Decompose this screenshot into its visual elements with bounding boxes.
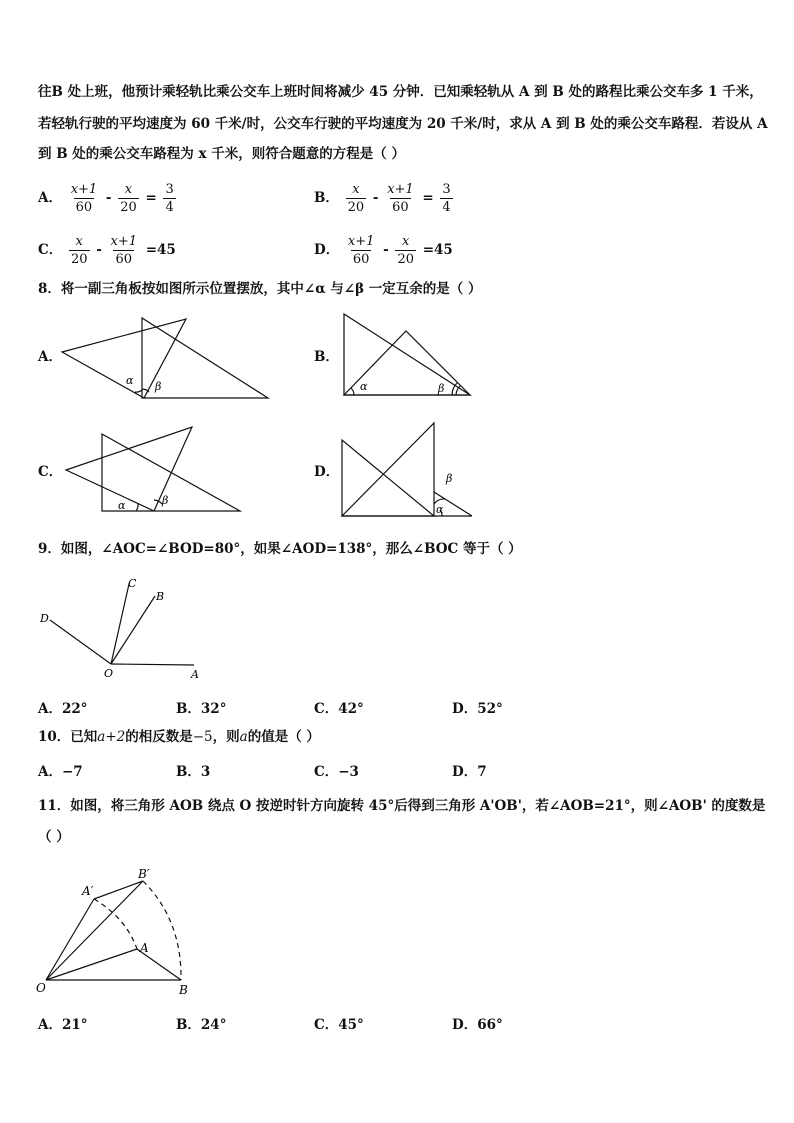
q8-figure-d (338, 420, 478, 520)
point-b: B (179, 983, 188, 997)
point-b: B (156, 590, 165, 603)
value: −5 (192, 729, 213, 745)
fraction: $\frac{x+1}{60}$ (347, 234, 375, 267)
beta-label: β (162, 494, 169, 507)
q9-figure (36, 574, 206, 684)
q7-line-1: 往B 处上班，他预计乘轻轨比乘公交车上班时间将减少 45 分钟．已知乘轻轨从 A 到 B 处的路程比乘公交车多 1 千米， (38, 84, 763, 100)
q11-option-c[interactable]: C．45° (314, 1017, 364, 1033)
q11-option-a[interactable]: A．21° (38, 1017, 88, 1033)
point-a: A (140, 941, 149, 955)
fraction: $\frac{x}{20}$ (397, 234, 414, 267)
q9-option-a[interactable]: A．22° (38, 701, 88, 717)
q8-option-b-label[interactable]: B． (314, 349, 339, 365)
q8-option-d-label[interactable]: D． (314, 464, 340, 480)
q8-stem: 8．将一副三角板按如图所示位置摆放，其中∠α 与∠β 一定互余的是（ ） (38, 281, 482, 297)
fraction: $\frac{x+1}{60}$ (70, 182, 98, 215)
point-c: C (128, 577, 137, 590)
q8-option-c-label[interactable]: C． (38, 464, 63, 480)
q7-option-b[interactable]: B． $\frac{x}{20}$ - $\frac{x+1}{60}$ = $\frac{3}{4}$ (314, 182, 451, 215)
fraction: $\frac{x}{20}$ (347, 182, 365, 215)
point-o: O (36, 981, 46, 995)
q11-line-2: （ ） (38, 829, 70, 845)
q10-option-d[interactable]: D．7 (452, 764, 487, 780)
variable: a (239, 729, 248, 745)
q8-figure-c (62, 424, 252, 514)
alpha-label: α (118, 499, 126, 512)
point-o: O (104, 667, 114, 680)
q8-option-a-label[interactable]: A． (38, 349, 62, 365)
q9-option-d[interactable]: D．52° (452, 701, 503, 717)
q8-figure-a (58, 312, 278, 407)
q9-option-c[interactable]: C．42° (314, 701, 364, 717)
q9-option-b[interactable]: B．32° (176, 701, 227, 717)
q7-line-3: 到 B 处的乘公交车路程为 x 千米，则符合题意的方程是（ ） (38, 146, 405, 162)
point-d: D (40, 612, 49, 625)
q8-figure-b (340, 310, 480, 400)
q11-figure (34, 862, 204, 1002)
expression: a+2 (97, 729, 126, 745)
q10-option-c[interactable]: C．−3 (314, 764, 359, 780)
q10-stem: 10．已知a+2的相反数是−5，则a的值是（ ） (38, 729, 320, 745)
q7-option-a[interactable]: A． $\frac{x+1}{60}$ - $\frac{x}{20}$ = $\frac{3}{4}$ (38, 182, 174, 215)
point-b-prime: B′ (138, 867, 150, 881)
q7-option-d[interactable]: D． $\frac{x+1}{60}$ - $\frac{x}{20}$ =45 (314, 234, 453, 267)
q11-option-d[interactable]: D．66° (452, 1017, 503, 1033)
fraction: $\frac{3}{4}$ (442, 182, 451, 215)
q7-option-c[interactable]: C． $\frac{x}{20}$ - $\frac{x+1}{60}$ =45 (38, 234, 176, 267)
q11-option-b[interactable]: B．24° (176, 1017, 227, 1033)
beta-label: β (438, 382, 445, 395)
point-a: A (191, 668, 199, 681)
q9-stem: 9．如图，∠AOC=∠BOD=80°，如果∠AOD=138°，那么∠BOC 等于（ ） (38, 541, 522, 557)
alpha-label: α (360, 380, 368, 393)
q7-line-2: 若轻轨行驶的平均速度为 60 千米/时，公交车行驶的平均速度为 20 千米/时，求从 A 到 B 处的乘公交车路程．若设从 A (38, 116, 768, 132)
fraction: $\frac{x}{20}$ (70, 234, 88, 267)
fraction: $\frac{3}{4}$ (165, 182, 174, 215)
beta-label: β (155, 380, 162, 393)
fraction: $\frac{x}{20}$ (120, 182, 137, 215)
fraction: $\frac{x+1}{60}$ (110, 234, 138, 267)
fraction: $\frac{x+1}{60}$ (387, 182, 414, 215)
alpha-label: α (126, 374, 134, 387)
q10-option-a[interactable]: A．−7 (38, 764, 83, 780)
alpha-label: α (436, 503, 444, 516)
beta-label: β (446, 472, 453, 485)
point-a-prime: A′ (82, 884, 94, 898)
q10-option-b[interactable]: B．3 (176, 764, 211, 780)
q11-line-1: 11．如图，将三角形 AOB 绕点 O 按逆时针方向旋转 45°后得到三角形 A'OB'，若∠AOB=21°，则∠AOB' 的度数是 (38, 798, 766, 814)
